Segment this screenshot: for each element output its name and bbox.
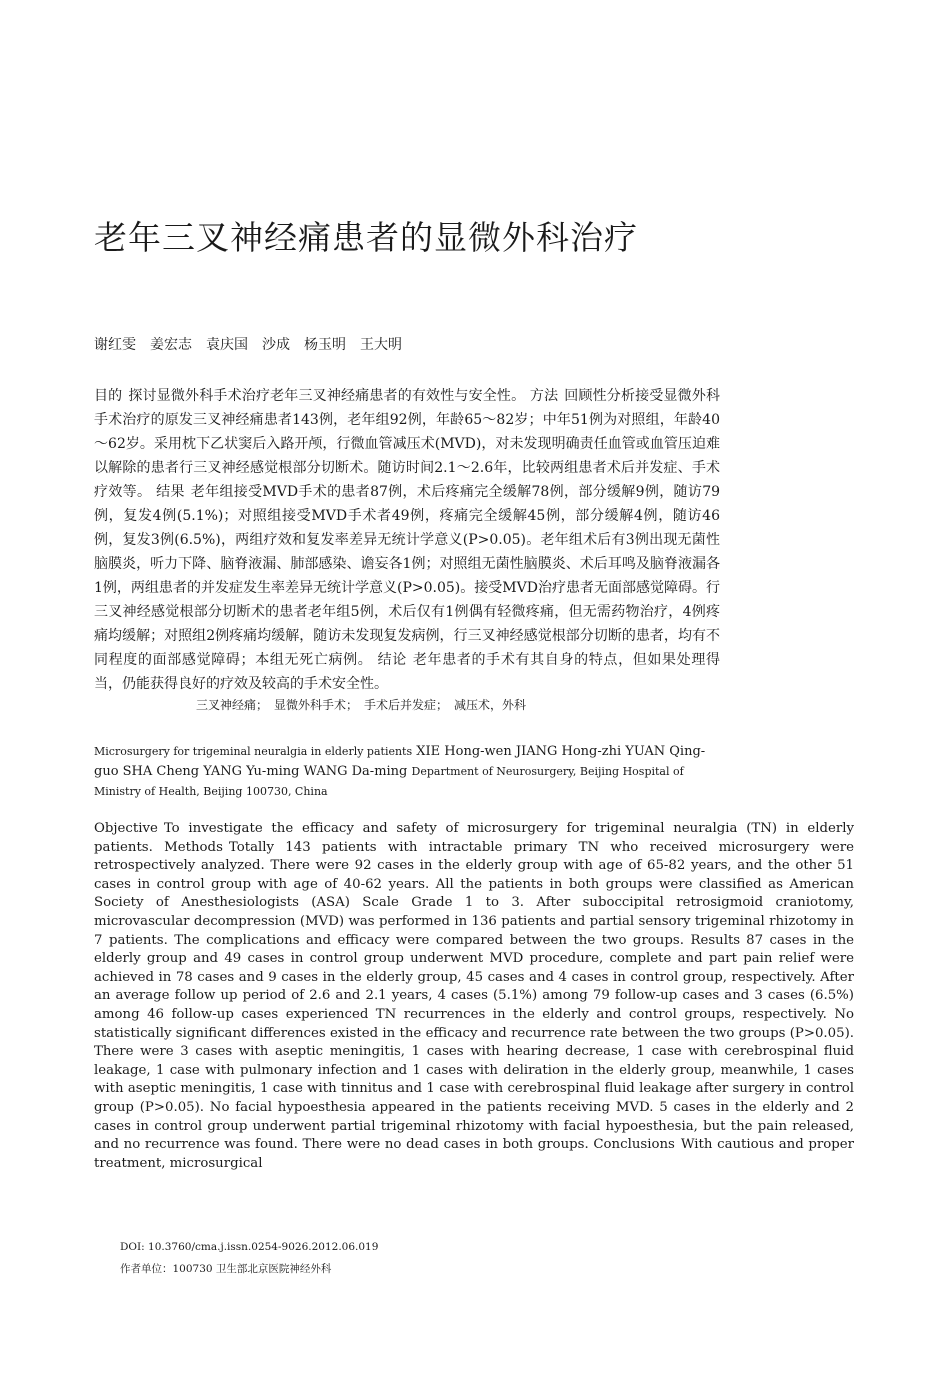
chinese-abstract — [94, 384, 720, 696]
doi: DOI: 10.3760/cma.j.issn.0254-9026.2012.06.019 — [120, 1241, 379, 1253]
english-authors: XIE Hong-wen JIANG Hong-zhi YUAN Qing-guo SHA Cheng YANG Yu-ming WANG Da-ming — [94, 744, 706, 779]
en-methods-text: Totally 143 patients with intractable primary TN who received microsurgery were retrospectively analyzed. There were 92 cases in the elderly group with age of 65-82 years, and the other 51 cases in control group with age of 40-62 years. All the patients in both groups were classified as American Society of Anesthesiologists (ASA) Scale Grade 1 to 3. After suboccipital retrosigmoid craniotomy, microvascular decompression (MVD) was performed in 136 patients and partial sensory trigeminal rhizotomy in 7 patients. The complications and efficacy were compared between the two groups. — [94, 839, 854, 948]
en-conclusion-label: Conclusions — [593, 1137, 675, 1153]
english-abstract — [94, 820, 854, 1173]
cn-results-text: 老年组接受MVD手术的患者87例，术后疼痛完全缓解78例，部分缓解9例，随访79例，复发4例(5.1%)；对照组接受MVD手术者49例，疼痛完全缓解45例，部分缓解4例，随访46例，复发3例(6.5%)，两组疗效和复发率差异无统计学意义(P>0.05)。老年组术后有3例出现无菌性脑膜炎，听力下降、脑脊液漏、肺部感染、谵妄各1例；对照组无菌性脑膜炎、术后耳鸣及脑脊液漏各1例，两组患者的并发症发生率差异无统计学意义(P>0.05)。接受MVD治疗患者无面部感觉障碍。行三叉神经感觉根部分切断术的患者老年组5例，术后仅有1例偶有轻微疼痛，但无需药物治疗，4例疼痛均缓解；对照组2例疼痛均缓解，随访未发现复发病例，行三叉神经感觉根部分切断的患者，均有不同程度的面部感觉障碍；本组无死亡病例。 — [94, 484, 721, 668]
en-results-text: 87 cases in the elderly group and 49 cases in control group underwent MVD procedure, complete and part pain relief were achieved in 78 cases and 9 cases in the elderly group, 45 cases and 4 cases in control group, respectively. After an average follow up period of 2.6 and 2.1 years, 4 cases (5.1%) among 79 follow-up cases and 3 cases (6.5%) among 46 follow-up cases experienced TN recurrences in the elderly and control groups, respectively. No statistically significant differences existed in the efficacy and recurrence rate between the two groups (P>0.05). There were 3 cases with aseptic meningitis, 1 cases with hearing decrease, 1 case with cerebrospinal fluid leakage, 1 case with pulmonary infection and 1 cases with deliration in the elderly group, meanwhile, 1 cases with aseptic meningitis, 1 case with tinnitus and 1 case with cerebrospinal fluid leakage after surgery in control group (P>0.05). No facial hypoesthesia appeared in the patients receiving MVD. 5 cases in the elderly and 2 cases in control group underwent partial trigeminal rhizotomy with facial hypoesthesia, but the pain released, and no recurrence was found. There were no dead cases in both groups. — [94, 932, 854, 1153]
english-affiliation: Department of Neurosurgery, Beijing Hospital of Ministry of Health, Beijing 100730, China — [94, 765, 684, 798]
cn-conclusion-text: 老年患者的手术有其自身的特点，但如果处理得当，仍能获得良好的疗效及较高的手术安全性。 — [94, 652, 721, 692]
author-affiliation: 作者单位：100730 卫生部北京医院神经外科 — [120, 1263, 332, 1275]
cn-results-label: 结果 — [156, 484, 185, 500]
en-objective-label: Objective — [94, 821, 158, 836]
author-list: 谢红雯 姜宏志 袁庆国 沙成 杨玉明 王大明 — [94, 337, 402, 353]
cn-methods-label: 方法 — [529, 388, 559, 404]
english-title-block — [94, 742, 720, 802]
en-conclusion-text: With cautious and proper treatment, microsurgical — [94, 1137, 854, 1171]
keywords: 三叉神经痛； 显微外科手术； 手术后并发症； 减压术，外科 — [196, 698, 527, 712]
english-title: Microsurgery for trigeminal neuralgia in elderly patients — [94, 745, 413, 758]
article-title: 老年三叉神经痛患者的显微外科治疗 — [94, 218, 638, 257]
en-objective-text: To investigate the efficacy and safety of microsurgery for trigeminal neuralgia (TN) in elderly patients. — [94, 821, 854, 855]
cn-conclusion-label: 结论 — [377, 652, 407, 668]
en-results-label: Results — [690, 932, 741, 948]
cn-objective-label: 目的 — [94, 388, 123, 404]
cn-methods-text: 回顾性分析接受显微外科手术治疗的原发三叉神经痛患者143例，老年组92例，年龄65～82岁；中年51例为对照组，年龄40～62岁。采用枕下乙状窦后入路开颅，行微血管减压术(MVD)，对未发现明确责任血管或血管压迫难以解除的患者行三叉神经感觉根部分切断术。随访时间2.1～2.6年，比较两组患者术后并发症、手术疗效等。 — [94, 388, 721, 500]
en-methods-label: Methods — [164, 839, 223, 855]
cn-objective-text: 探讨显微外科手术治疗老年三叉神经痛患者的有效性与安全性。 — [128, 388, 526, 404]
